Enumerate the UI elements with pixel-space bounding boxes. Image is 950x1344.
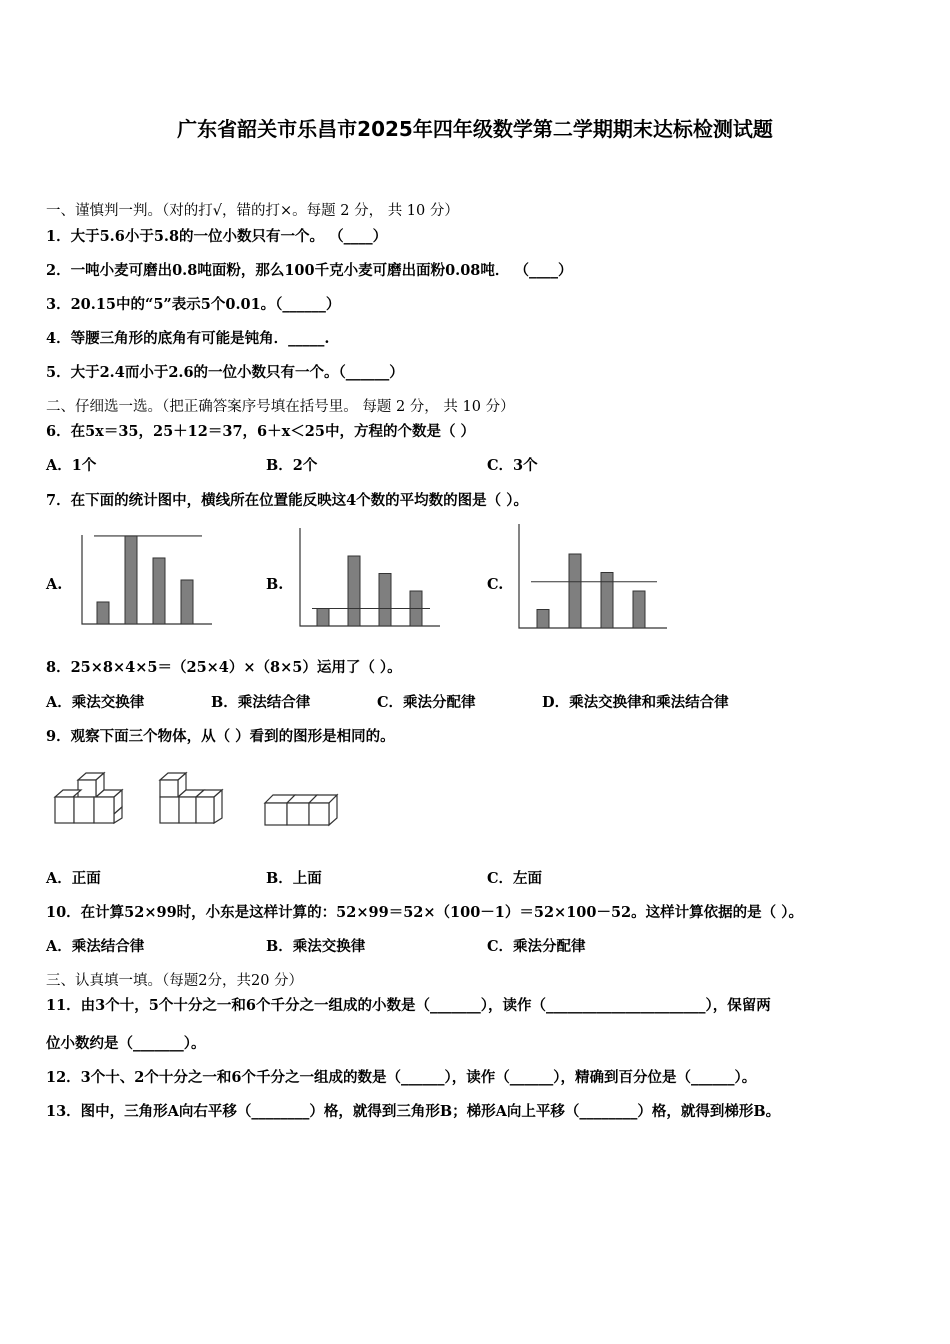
q10-option-c: C．乘法分配律	[487, 938, 586, 955]
question-3: 3．20.15中的“5”表示5个0.01。（______）	[46, 296, 341, 313]
page-title: 广东省韶关市乐昌市2025年四年级数学第二学期期末达标检测试题	[177, 117, 773, 141]
cube-figure-1	[52, 770, 132, 828]
q6-option-c: C．3个	[487, 457, 538, 474]
q9-option-b: B．上面	[266, 870, 322, 887]
chart-a-bar-1	[97, 602, 109, 624]
chart-c-bar-1	[537, 610, 549, 629]
question-5: 5．大于2.4而小于2.6的一位小数只有一个。（______）	[46, 364, 404, 381]
q8-option-b: B．乘法结合律	[211, 694, 311, 711]
q6-option-b: B．2个	[266, 457, 318, 474]
question-8: 8．25×8×4×5＝（25×4）×（8×5）运用了（ ）。	[46, 659, 402, 676]
question-2: 2．一吨小麦可磨出0.8吨面粉，那么100千克小麦可磨出面粉0.08吨． （____）	[46, 262, 573, 279]
q9-option-a: A．正面	[46, 870, 101, 887]
chart-b	[300, 528, 440, 626]
question-7: 7．在下面的统计图中，横线所在位置能反映这4个数的平均数的图是（ ）。	[46, 492, 528, 509]
question-11-line2: 位小数约是（_______）。	[46, 1035, 206, 1052]
bar-chart-a	[0, 0, 950, 660]
question-12: 12．3个十、2个十分之一和6个千分之一组成的数是（______），读作（______），精确到百分位是（______）。	[46, 1069, 757, 1086]
q6-option-a: A．1个	[46, 457, 97, 474]
section1-header: 一、谨慎判一判。（对的打√，错的打×。每题 2 分， 共 10 分）	[46, 203, 459, 219]
question-13: 13．图中，三角形A向右平移（________）格，就得到三角形B；梯形A向上平移（________）格，就得到梯形B。	[46, 1103, 781, 1120]
cube-figure-2	[157, 770, 237, 828]
q8-option-d: D．乘法交换律和乘法结合律	[542, 694, 729, 711]
chart-b-bar-2	[348, 556, 360, 626]
chart-a-bar-2	[125, 536, 137, 624]
chart-c-bar-3	[601, 573, 613, 629]
chart-a	[82, 535, 212, 624]
q10-option-b: B．乘法交换律	[266, 938, 366, 955]
chart-a-label: A.	[46, 576, 63, 593]
chart-b-bar-3	[379, 574, 391, 627]
question-11-line1: 11．由3个十，5个十分之一和6个千分之一组成的小数是（_______），读作（______________________），保留两	[46, 997, 771, 1014]
q8-option-a: A．乘法交换律	[46, 694, 145, 711]
chart-a-bar-4	[181, 580, 193, 624]
chart-c-bar-4	[633, 591, 645, 628]
chart-c-label: C.	[487, 576, 504, 593]
question-4: 4．等腰三角形的底角有可能是钝角．_____.	[46, 330, 330, 347]
section2-header: 二、仔细选一选。（把正确答案序号填在括号里。 每题 2 分， 共 10 分）	[46, 399, 515, 415]
q10-option-a: A．乘法结合律	[46, 938, 145, 955]
q8-option-c: C．乘法分配律	[377, 694, 476, 711]
chart-b-bar-1	[317, 609, 329, 627]
question-6: 6．在5x＝35，25＋12＝37，6＋x＜25中，方程的个数是（ ）	[46, 423, 475, 440]
section3-header: 三、认真填一填。（每题2分，共20 分）	[46, 973, 304, 989]
cube-figure-3	[262, 790, 342, 830]
question-10: 10．在计算52×99时，小东是这样计算的：52×99＝52×（100－1）＝52×100－52。这样计算依据的是（ ）。	[46, 904, 803, 921]
question-1: 1．大于5.6小于5.8的一位小数只有一个。 （____）	[46, 228, 388, 245]
chart-a-bar-3	[153, 558, 165, 624]
chart-c-bar-2	[569, 554, 581, 628]
chart-b-label: B.	[266, 576, 284, 593]
chart-c	[519, 524, 667, 628]
question-9: 9．观察下面三个物体，从（ ）看到的图形是相同的。	[46, 728, 395, 745]
q9-option-c: C．左面	[487, 870, 543, 887]
